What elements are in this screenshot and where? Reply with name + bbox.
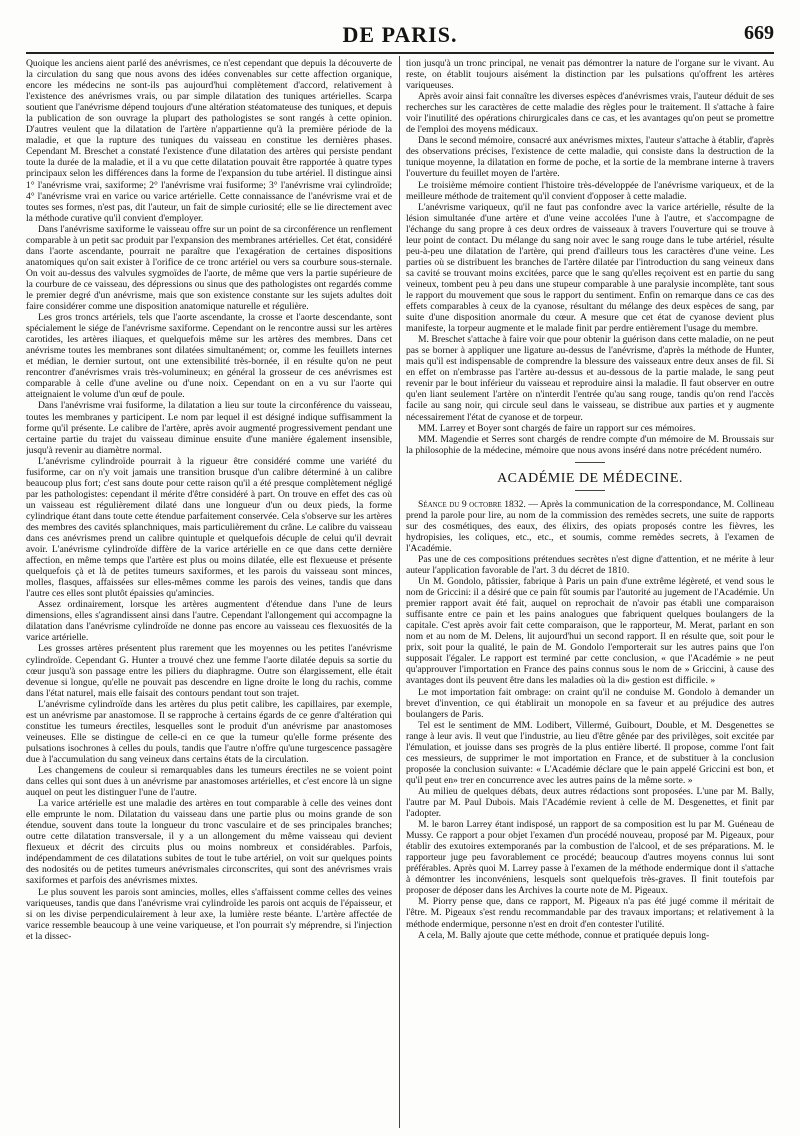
session-label: Séance du 9 octobre 1832. [418, 498, 526, 510]
running-head: DE PARIS. [342, 22, 458, 47]
page-number: 669 [744, 22, 774, 44]
paragraph: Dans l'anévrisme vrai fusiforme, la dilatation a lieu sur toute la circonférence du vaisseau, toutes les membranes y participent. Le nom par lequel il est désigné indique suffisamment la forme qu'il présente. Le calibre de l'artère, après avoir augmenté progressivement pendant une certaine partie du trajet du vaisseau diminue ensuite d'une manière également insensible, jusqu'à revenir au diamètre normal. [26, 400, 392, 456]
left-column [26, 58, 392, 1128]
paragraph: MM. Larrey et Boyer sont chargés de faire un rapport sur ces mémoires. [418, 422, 696, 434]
header-rule [26, 52, 774, 54]
paragraph: A cela, M. Bally ajoute que cette méthode, connue et pratiquée depuis long- [418, 929, 710, 941]
paragraph: Les changemens de couleur si remarquables dans les tumeurs érectiles ne se voient point dans celles qui sont dues à un anévrisme par anastomoses artérielles, et c'est encore là un signe auquel on peut les distinguer l'une de l'autre. [26, 765, 392, 799]
paragraph: Le troisième mémoire contient l'histoire très-développée de l'anévrisme variqueux, et de la meilleure méthode de traitement qu'il convient d'opposer à cette maladie. [406, 179, 774, 202]
paragraph: L'anévrisme cylindroïde pourrait à la rigueur être considéré comme une variété du fusiforme, car on n'y voit jamais une transition brusque d'un calibre déterminé à un calibre beaucoup plus fort; c'est sans doute pour cette raison qu'il a été presque complètement négligé par les pathologistes: cependant il mérite d'être considéré à part. On trouve en effet des cas où un vaisseau est régulièrement dilaté dans une longueur d'un ou deux pieds, la forme cylindrique étant dans toute cette étendue parfaitement conservée. Cela s'observe sur les artères des membres des cavités splanchniques, mais particulièrement du crâne. Le calibre du vaisseau dans ces anévrismes prend un calibre quintuple et quelquefois décuple de celui qu'il devrait avoir. L'anévrisme cylindroïde diffère de la varice artérielle en ce que dans cette dernière affection, en même temps que l'artère est plus ou moins dilatée, elle est flexueuse et présente quelquefois çà et là de petites tumeurs saxiformes, et les parois du vaisseau sont minces, molles, flasques, affaissées sur elles-mêmes comme les parois des veines, tandis que dans l'autre ces elles sont plutôt épaissies qu'amincies. [26, 455, 392, 600]
paragraph: M. Piorry pense que, dans ce rapport, M. Pigeaux n'a pas été jugé comme il méritait de l'être. M. Pigeaux s'est rendu recommandable par des travaux importans; et relativement à la méthode endermique, personne n'est en droit d'en contester l'utilité. [406, 896, 774, 930]
section-separator [575, 462, 605, 463]
right-column [406, 58, 774, 1128]
session-text: — Après la communication de la correspondance, M. Collineau prend la parole pour lire, au nom de la commission des remèdes secrets, une suite de rapports sur des cosmétiques, des eaux, des élixirs, des opiats proposés contre les fièvres, les hydropisies, les coliques, etc., etc., et soumis, comme remèdes secrets, à l'examen de l'Académie. [406, 498, 774, 554]
paragraph: Un M. Gondolo, pâtissier, fabrique à Paris un pain d'une extrême légèreté, et vend sous le nom de Griccini: il a désiré que ce pain fût soumis par l'autorité au jugement de l'Académie. Un premier rapport avait été fait, auquel on reprochait de n'avoir pas établi une comparaison suffisante entre ce pain et les pains analogues que fabriquent quelques boulangers de la capitale. C'est après avoir fait cette comparaison, que le rapporteur, M. Merat, parlant en son nom et au nom de M. Delens, lit aujourd'hui un second rapport. Il en résulte que, soit pour le prix, soit pour la qualité, le pain de M. Gondolo l'emporterait sur les autres pains que l'on supposait l'égaler. Le rapport est terminé par cette conclusion, « que l'Académie » ne peut qu'approuver l'importation en France des pains connus sous le nom de » Griccini, à cause des avantages dont ils peuvent être dans les maladies où la di» gestion est difficile. » [406, 576, 774, 687]
paragraph: Au milieu de quelques débats, deux autres rédactions sont proposées. L'une par M. Bally, l'autre par M. Paul Dubois. Mais l'Académie revient à celle de M. Desgenettes, et finit par l'adopter. [406, 785, 774, 820]
column-divider [399, 56, 400, 1128]
paragraph: Pas une de ces compositions prétendues secrètes n'est digne d'attention, et ne mérite à leur auteur l'application favorable de l'art. 3 du décret de 1810. [406, 553, 774, 577]
paragraph: Assez ordinairement, lorsque les artères augmentent d'étendue dans l'une de leurs dimensions, elles s'agrandissent ainsi dans l'autre. Cependant l'allongement qui accompagne la dilatation dans l'anévrisme cylindroïde ne donne pas encore au vaisseau ces flexuosités de la varice artérielle. [26, 599, 392, 644]
paragraph: M. le baron Larrey étant indisposé, un rapport de sa composition est lu par M. Guéneau de Mussy. Ce rapport a pour objet l'examen d'un procédé nouveau, proposé par M. Pigeaux, pour établir des exutoires extemporanés par la combustion de l'alcool, et de ses préparations. M. le rapporteur juge peu favorablement ce procédé; beaucoup d'autres moyens connus lui sont préférables. Après quoi M. Larrey passe à l'examen de la méthode endermique dont il s'attache à démontrer les inconvéniens, lesquels sont quelquefois très-graves. Il finit toutefois par proposer de déposer dans les Archives la courte note de M. Pigeaux. [406, 819, 774, 897]
paragraph: Le plus souvent les parois sont amincies, molles, elles s'affaissent comme celles des veines variqueuses, tandis que dans l'anévrisme vrai cylindroïde les parois ont acquis de l'épaisseur, et si on les divise perpendiculairement à leur axe, la lumière reste béante. L'artère affectée de varice ressemble beaucoup à une veine variqueuse, et l'on pourrait s'y méprendre, si l'injection et la dissec- [26, 886, 392, 942]
paragraph: La varice artérielle est une maladie des artères en tout comparable à celle des veines dont elle emprunte le nom. Dilatation du vaisseau dans une partie plus ou moins grande de son étendue, souvent dans toute la longueur du tronc vasculaire et de ses principales branches; outre cette dilatation transversale, il y a un allongement du même vaisseau qui devient flexueux et décrit des circuits plus ou moins nombreux et considérables. Parfois, indépendamment de ces dilatations subites de tout le tube artériel, on voit sur quelques points des nodosités ou de petites tumeurs anévrismales circonscrites, qui sont des anévrismes vrais saxiformes et parfois des anévrismes mixtes. [26, 798, 392, 887]
paragraph: Le mot importation fait ombrage: on craint qu'il ne conduise M. Gondolo à demander un brevet d'invention, ce qui établirait un monopole en sa faveur et au préjudice des autres boulangers de Paris. [406, 686, 774, 720]
paragraph: Dans le second mémoire, consacré aux anévrismes mixtes, l'auteur s'attache à établir, d'après des observations précises, l'existence de cette maladie, qui consiste dans la destruction de la tunique moyenne, la dilatation en forme de poche, et la sortie de la membrane interne à travers l'ouverture du feuillet moyen de l'artère. [406, 135, 774, 180]
page-header [26, 18, 774, 52]
paragraph: Dans l'anévrisme saxiforme le vaisseau offre sur un point de sa circonférence un renflement comparable à un petit sac produit par l'expansion des membranes artérielles. Cet état, considéré dans l'aorte ascendante, pourrait ne paraître que l'exagération de certaines dispositions anatomiques qu'on sait exister à l'orifice de ce tronc artériel ou vers sa courbure sous-sternale. On voit au-dessus des valvules sygmoïdes de l'aorte, de même que vers la partie supérieure de la courbure de ce vaisseau, des dépressions ou sinus que des pathologistes ont regardés comme le premier degré d'un anévrisme, mais que son existence constante sur les sujets adultes doit faire considérer comme une disposition anatomique naturelle et régulière. [26, 223, 392, 313]
section-separator [575, 490, 605, 491]
paragraph: Les gros troncs artériels, tels que l'aorte ascendante, la crosse et l'aorte descendante, sont spécialement le siége de l'anévrisme saxiforme. Cependant on le rencontre aussi sur les artères carotides, les artères iliaques, et quelquefois même sur les artères des membres. Dans cet anévrisme toutes les membranes sont dilatées simultanément; or, comme les feuillets internes et médian, le dernier surtout, ont une extensibilité très-bornée, il en résulte qu'on ne peut rencontrer d'anévrismes vrais très-volumineux; en général la grosseur de ces anévrismes est comparable à celle d'une aveline ou d'une noix. Cependant on en a vu sur l'aorte qui atteignaient le volume d'un œuf de poule. [26, 312, 392, 401]
session-paragraph [406, 499, 774, 554]
paragraph: L'anévrisme variqueux, qu'il ne faut pas confondre avec la varice artérielle, résulte de la lésion simultanée d'une artère et d'une veine accolées l'une à l'autre, et s'accompagne de l'échange du sang propre à ces deux ordres de vaisseaux à travers l'ouverture qui se trouve à leur point de contact. Du mélange du sang noir avec le sang rouge dans le tube artériel, résulte peu-à-peu une dilatation de l'artère, qui prend d'ailleurs tous les caractères d'une veine. Les parties où se distribuent les branches de l'artère dilatée par l'introduction du sang veineux dans sa cavité se trouvant moins excitées, parce que le sang qu'elles reçoivent est en partie du sang veineux, tombent peu à peu dans une stupeur comparable à une paralysie incomplète, tant sous le rapport du mouvement que sous le rapport du sentiment. Enfin on remarque dans ce cas des effets comparables à ceux de la cyanose, résultant du mélange des deux espèces de sang, par suite d'une disposition anormale du cœur. A mesure que cet état de cyanose devient plus manifeste, la torpeur augmente et le malade finit par perdre entièrement l'usage du membre. [406, 201, 774, 335]
section-title: ACADÉMIE DE MÉDECINE. [497, 470, 683, 486]
paragraph: Les grosses artères présentent plus rarement que les moyennes ou les petites l'anévrisme cylindroïde. Cependant G. Hunter a trouvé chez une femme l'aorte dilatée depuis sa sortie du cœur jusqu'à son passage entre les piliers du diaphragme. Outre son élargissement, elle était devenue si longue, qu'elle ne pouvait pas descendre en ligne droite le long du rachis, comme dans l'état naturel, mais elle faisait des contours pendant tout son trajet. [26, 643, 392, 699]
paragraph: Quoique les anciens aient parlé des anévrismes, ce n'est cependant que depuis la découverte de la circulation du sang que nous avons des idées convenables sur cette affection organique, encore les médecins ne sont-ils pas aujourd'hui complètement d'accord, relativement à l'existence des anévrismes vrais, ou par simple dilatation des tuniques artérielles. Scarpa soutient que l'anévrisme dépend toujours d'une altération stéatomateuse des tuniques, et depuis la publication de son ouvrage la plupart des pathologistes se sont rangés à cette opinion. D'autres veulent que la dilatation de l'artère n'appartienne qu'à la première période de la maladie, et que la rupture des tuniques du vaisseau en constitue les dernières phases. Cependant M. Breschet a constaté l'existence d'une dilatation des artères qui persiste pendant toute la durée de la maladie, et il a vu que cette dilatation pouvait être rapportée à quatre types principaux selon les différences dans la forme de l'expansion du tube artériel. Il distingue ainsi 1° l'anévrisme vrai, saxiforme; 2° l'anévrisme vrai fusiforme; 3° l'anévrisme vrai cylindroïde; 4° l'anévrisme vrai en varice ou varice artérielle. Cette connaissance de l'anévrisme vrai et de toutes ses formes, n'est pas, dit l'auteur, un fait de simple curiosité; elle se lie directement avec la méthode curative qu'il convient d'employer. [26, 58, 392, 224]
paragraph: tion jusqu'à un tronc principal, ne venait pas démontrer la nature de l'organe sur le vivant. Au reste, on établit toujours aisément la distinction par les pulsations qu'offrent les artères variqueuses. [406, 58, 774, 92]
paragraph: Tel est le sentiment de MM. Lodibert, Villermé, Guibourt, Double, et M. Desgenettes se range à leur avis. Il veut que l'industrie, au lieu d'être gênée par des privilèges, soit excitée par l'émulation, et jouisse dans ses progrès de la plus entière liberté. Il propose, comme l'ont fait ces messieurs, de supprimer le mot importation en France, et de substituer à la conclusion proposée la conclusion suivante: « L'Académie déclare que le pain appelé Griccini est bon, et qu'il peut en» trer en concurrence avec les autres pains de la même sorte. » [406, 719, 774, 786]
paragraph: M. Breschet s'attache à faire voir que pour obtenir la guérison dans cette maladie, on ne peut pas se borner à appliquer une ligature au-dessus de l'anévrisme, d'après la méthode de Hunter, mais qu'il est indispensable de comprendre la blessure des vaisseaux entre deux anses de fil. Si en effet on n'embrasse pas l'artère au-dessus et au-dessous de la partie malade, le sang peut revenir par le bout inférieur du vaisseau et reproduire ainsi la maladie. Il faut observer en outre qu'en liant seulement l'artère on n'interdit l'entrée qu'au sang rouge, tandis qu'on rend l'accès facile au sang noir, qui circule seul dans le vaisseau, se distribue aux parties et y augmente nécessairement l'état de cyanose et de torpeur. [406, 334, 774, 423]
paragraph: L'anévrisme cylindroïde dans les artères du plus petit calibre, les capillaires, par exemple, est un anévrisme par anastomose. Il se rapproche à certains égards de ce genre d'altération qui constitue les tumeurs érectiles, lesquelles sont le produit d'un anévrisme par anastomoses veineuses. Elle se distingue de celle-ci en ce que la tumeur qu'elle forme présente des pulsations isochrones à celles du pouls, tandis que l'autre n'offre qu'une turgescence passagère due à l'accumulation du sang veineux dans certains états de la circulation. [26, 698, 392, 765]
paragraph: Après avoir ainsi fait connaître les diverses espèces d'anévrismes vrais, l'auteur déduit de ses recherches sur les caractères de cette maladie des règles pour le traitement. Il s'attache à faire voir l'inutilité des opérations chirurgicales dans ce cas, et les avantages qu'on peut se promettre de l'emploi des moyens médicaux. [406, 91, 774, 136]
paragraph: MM. Magendie et Serres sont chargés de rendre compte d'un mémoire de M. Broussais sur la philosophie de la médecine, mémoire que nous avons inséré dans notre précédent numéro. [406, 433, 774, 456]
